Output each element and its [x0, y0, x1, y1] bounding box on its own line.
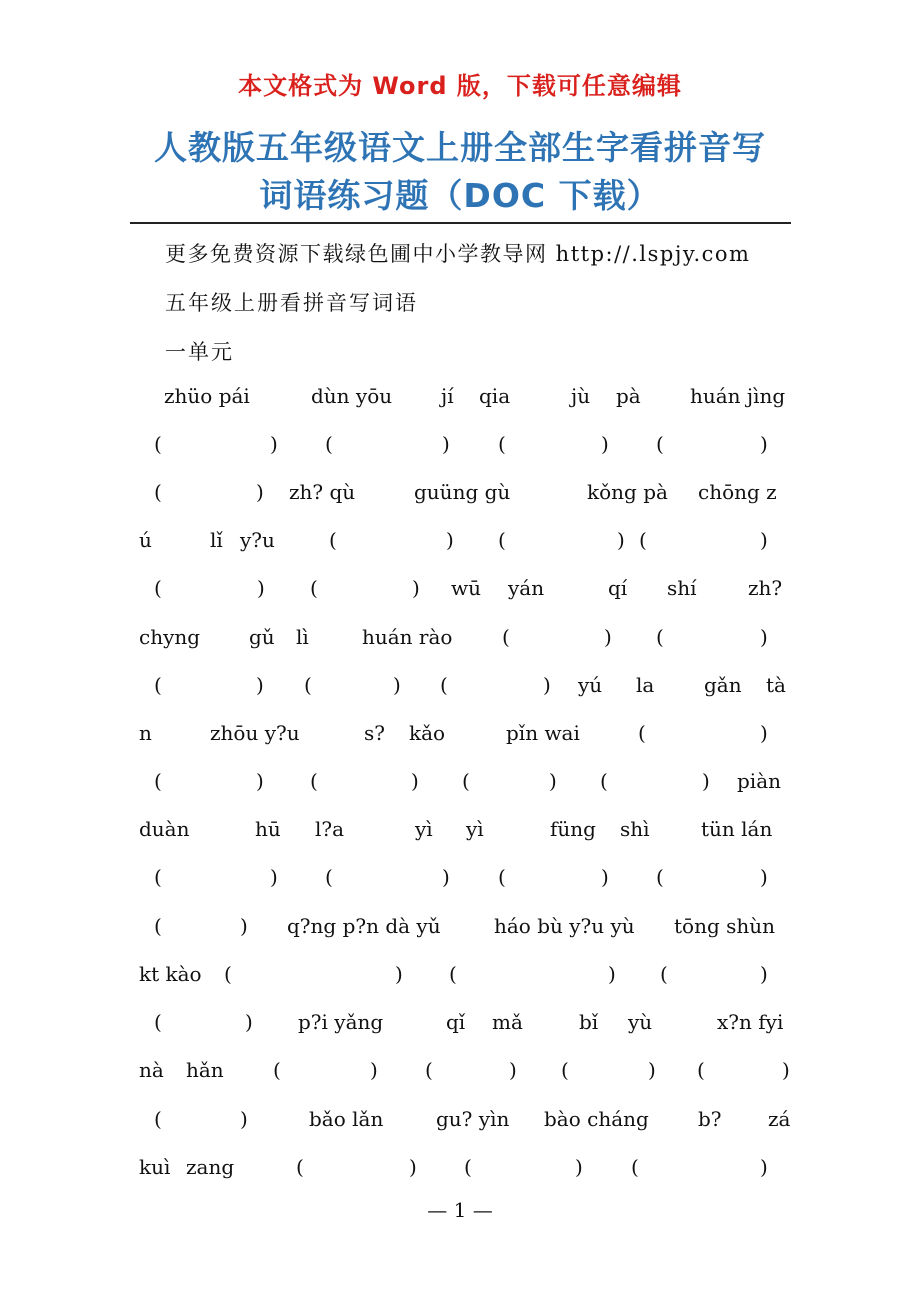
pinyin-token: bǎo lǎn	[309, 1107, 384, 1131]
pinyin-token: jù	[571, 384, 591, 408]
pinyin-token: qí	[608, 576, 628, 600]
answer-bracket: )	[446, 528, 454, 552]
answer-bracket: )	[648, 1058, 656, 1082]
pinyin-token: yù	[628, 1010, 653, 1034]
answer-bracket: )	[395, 962, 403, 986]
answer-bracket: (	[600, 769, 608, 793]
answer-bracket: (	[154, 480, 162, 504]
pinyin-token: guüng gù	[414, 480, 511, 504]
exercise-line	[139, 962, 782, 992]
answer-bracket: )	[270, 432, 278, 456]
pinyin-token: bào cháng	[544, 1107, 649, 1131]
exercise-line	[139, 480, 782, 510]
document-title-line-1: 人教版五年级语文上册全部生字看拼音写	[154, 128, 766, 167]
exercise-line	[139, 721, 782, 751]
pinyin-token: zhōu y?u	[210, 721, 300, 745]
answer-bracket: )	[601, 865, 609, 889]
pinyin-token: lǐ	[210, 528, 223, 552]
pinyin-token: füng	[550, 817, 596, 841]
answer-bracket: (	[561, 1058, 569, 1082]
answer-bracket: (	[154, 673, 162, 697]
answer-bracket: (	[656, 432, 664, 456]
answer-bracket: )	[601, 432, 609, 456]
answer-bracket: )	[370, 1058, 378, 1082]
answer-bracket: )	[604, 625, 612, 649]
pinyin-token: pà	[616, 384, 641, 408]
pinyin-token: gu? yìn	[436, 1107, 510, 1131]
answer-bracket: )	[760, 432, 768, 456]
pinyin-token: chyng	[139, 625, 201, 649]
exercise-line	[139, 576, 782, 606]
pinyin-token: huán jìng	[690, 384, 786, 408]
answer-bracket: (	[498, 528, 506, 552]
answer-bracket: (	[296, 1155, 304, 1179]
answer-bracket: (	[154, 1107, 162, 1131]
pinyin-token: l?a	[315, 817, 345, 841]
pinyin-token: x?n fyi	[717, 1010, 784, 1034]
pinyin-token: gǔ	[249, 625, 275, 649]
answer-bracket: )	[760, 625, 768, 649]
pinyin-token: yán	[508, 576, 545, 600]
pinyin-token: tà	[766, 673, 786, 697]
answer-bracket: (	[464, 1155, 472, 1179]
answer-bracket: )	[256, 673, 264, 697]
pinyin-token: hǎn	[186, 1058, 224, 1082]
answer-bracket: )	[240, 914, 248, 938]
exercise-line	[139, 432, 782, 462]
pinyin-token: zhüo pái	[164, 384, 250, 408]
answer-bracket: (	[639, 528, 647, 552]
answer-bracket: )	[256, 480, 264, 504]
answer-bracket: (	[631, 1155, 639, 1179]
pinyin-token: kǒng pà	[587, 480, 668, 504]
title-divider	[130, 222, 791, 224]
answer-bracket: (	[310, 769, 318, 793]
answer-bracket: (	[440, 673, 448, 697]
answer-bracket: (	[425, 1058, 433, 1082]
answer-bracket: (	[462, 769, 470, 793]
pinyin-token: p?i yǎng	[298, 1010, 384, 1034]
answer-bracket: (	[325, 432, 333, 456]
answer-bracket: (	[224, 962, 232, 986]
answer-bracket: )	[256, 769, 264, 793]
pinyin-token: lì	[296, 625, 309, 649]
answer-bracket: (	[498, 432, 506, 456]
answer-bracket: )	[509, 1058, 517, 1082]
exercise-line	[139, 673, 786, 703]
pinyin-token: dùn yōu	[311, 384, 393, 408]
pinyin-token: kuì	[139, 1155, 171, 1179]
exercise-line	[139, 769, 782, 799]
answer-bracket: (	[154, 576, 162, 600]
pinyin-token: hū	[255, 817, 281, 841]
answer-bracket: (	[638, 721, 646, 745]
pinyin-token: háo bù y?u yù	[494, 914, 635, 938]
answer-bracket: )	[543, 673, 551, 697]
pinyin-token: zá	[768, 1107, 791, 1131]
pinyin-token: tōng shùn	[674, 914, 776, 938]
answer-bracket: (	[154, 769, 162, 793]
answer-bracket: (	[697, 1058, 705, 1082]
answer-bracket: )	[760, 1155, 768, 1179]
pinyin-token: q?ng p?n dà yǔ	[287, 914, 441, 938]
answer-bracket: (	[660, 962, 668, 986]
pinyin-token: chōng z	[698, 480, 777, 504]
pinyin-token: zh?	[748, 576, 783, 600]
pinyin-token: yì	[415, 817, 433, 841]
pinyin-token: zh? qù	[289, 480, 356, 504]
answer-bracket: (	[154, 1010, 162, 1034]
answer-bracket: (	[498, 865, 506, 889]
pinyin-token: qia	[479, 384, 511, 408]
section-heading: 五年级上册看拼音写词语	[165, 291, 418, 315]
exercise-line	[139, 528, 782, 558]
answer-bracket: )	[442, 432, 450, 456]
pinyin-token: yú	[578, 673, 603, 697]
answer-bracket: )	[245, 1010, 253, 1034]
answer-bracket: )	[409, 1155, 417, 1179]
pinyin-token: yì	[466, 817, 484, 841]
resource-note: 更多免费资源下载绿色圃中小学教导网 http://.lspjy.com	[165, 242, 751, 266]
exercise-line	[139, 817, 782, 847]
pinyin-token: pǐn wai	[506, 721, 580, 745]
pinyin-token: y?u	[240, 528, 275, 552]
answer-bracket: )	[270, 865, 278, 889]
pinyin-token: piàn	[737, 769, 782, 793]
pinyin-token: n	[139, 721, 152, 745]
answer-bracket: )	[702, 769, 710, 793]
exercise-line	[139, 1010, 782, 1040]
answer-bracket: (	[329, 528, 337, 552]
pinyin-token: shì	[620, 817, 650, 841]
pinyin-token: b?	[698, 1107, 722, 1131]
pinyin-token: la	[636, 673, 655, 697]
pinyin-token: jí	[441, 384, 454, 408]
exercise-line	[139, 1107, 791, 1137]
pinyin-token: nà	[139, 1058, 164, 1082]
page-number: — 1 —	[427, 1198, 493, 1222]
answer-bracket: (	[154, 432, 162, 456]
answer-bracket: )	[393, 673, 401, 697]
answer-bracket: )	[549, 769, 557, 793]
exercise-line	[139, 1058, 790, 1088]
exercise-line	[139, 914, 782, 944]
answer-bracket: (	[656, 625, 664, 649]
answer-bracket: (	[154, 865, 162, 889]
exercise-line	[139, 384, 786, 414]
pinyin-token: wū	[451, 576, 481, 600]
answer-bracket: (	[310, 576, 318, 600]
pinyin-token: mǎ	[492, 1010, 523, 1034]
answer-bracket: (	[325, 865, 333, 889]
answer-bracket: )	[760, 962, 768, 986]
answer-bracket: )	[257, 576, 265, 600]
unit-heading: 一单元	[165, 340, 234, 364]
answer-bracket: )	[608, 962, 616, 986]
answer-bracket: (	[449, 962, 457, 986]
pinyin-token: tün lán	[701, 817, 773, 841]
answer-bracket: )	[240, 1107, 248, 1131]
answer-bracket: )	[782, 1058, 790, 1082]
pinyin-token: shí	[667, 576, 697, 600]
pinyin-token: huán rào	[362, 625, 453, 649]
answer-bracket: )	[760, 528, 768, 552]
pinyin-token: zang	[186, 1155, 235, 1179]
download-banner: 本文格式为 Word 版，下载可任意编辑	[238, 72, 682, 100]
pinyin-token: gǎn	[704, 673, 742, 697]
pinyin-token: kǎo	[409, 721, 446, 745]
answer-bracket: )	[411, 769, 419, 793]
answer-bracket: )	[412, 576, 420, 600]
pinyin-token: bǐ	[579, 1010, 599, 1034]
answer-bracket: (	[304, 673, 312, 697]
pinyin-token: duàn	[139, 817, 190, 841]
exercise-line	[139, 1155, 782, 1185]
pinyin-token: kt kào	[139, 962, 202, 986]
answer-bracket: )	[442, 865, 450, 889]
answer-bracket: )	[760, 865, 768, 889]
answer-bracket: (	[656, 865, 664, 889]
pinyin-token: ú	[139, 528, 152, 552]
answer-bracket: )	[617, 528, 625, 552]
exercise-line	[139, 625, 782, 655]
answer-bracket: (	[154, 914, 162, 938]
pinyin-token: qǐ	[446, 1010, 466, 1034]
answer-bracket: (	[273, 1058, 281, 1082]
pinyin-token: s?	[364, 721, 385, 745]
answer-bracket: )	[760, 721, 768, 745]
answer-bracket: )	[575, 1155, 583, 1179]
answer-bracket: (	[502, 625, 510, 649]
exercise-line	[139, 865, 782, 895]
document-title-line-2: 词语练习题（DOC 下载）	[259, 176, 661, 215]
